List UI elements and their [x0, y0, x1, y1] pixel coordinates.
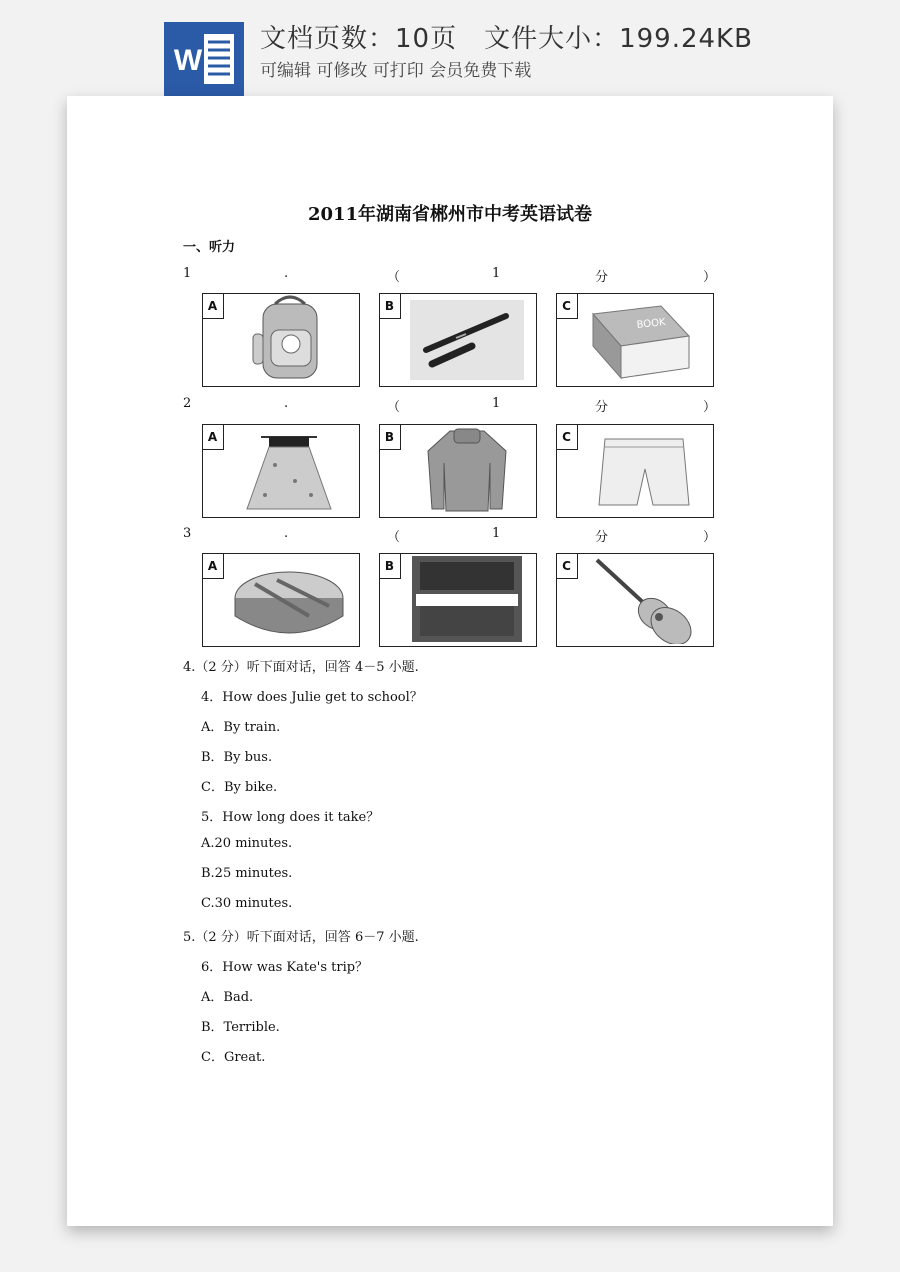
- answer-option: C．By bike.: [201, 780, 278, 795]
- question-score: 1: [492, 266, 501, 281]
- answer-option: B.25 minutes.: [201, 866, 293, 881]
- option-image-b: [379, 293, 537, 387]
- option-image-c: [556, 293, 714, 387]
- question-row: 3 . （ 1 分 ）: [183, 526, 717, 545]
- option-image-c: [556, 553, 714, 647]
- backpack-image: [225, 294, 355, 384]
- question-row: 1 . （ 1 分 ）: [183, 266, 717, 285]
- section-heading: 一、听力: [183, 240, 236, 255]
- question-text: 6．How was Kate's trip？: [201, 960, 369, 975]
- option-image-b: [379, 424, 537, 518]
- file-info-title: 文档页数：10页 文件大小：199.24KB: [260, 24, 753, 54]
- option-image-a: [202, 553, 360, 647]
- document-title: 2011年湖南省郴州市中考英语试卷: [307, 204, 593, 225]
- question-number: 3: [183, 526, 192, 541]
- document-page: [67, 96, 833, 1226]
- file-info-subtitle: 可编辑 可修改 可打印 会员免费下载: [260, 61, 532, 81]
- answer-option: A．Bad.: [201, 990, 254, 1005]
- option-image-a: [202, 293, 360, 387]
- question-text: 5．How long does it take？: [201, 810, 380, 825]
- question-row: 2 . （ 1 分 ）: [183, 396, 717, 415]
- answer-option: C.30 minutes.: [201, 896, 293, 911]
- question-text: 4．How does Julie get to school？: [201, 690, 423, 705]
- option-tag: B: [379, 293, 401, 319]
- question-number: 2: [183, 396, 192, 411]
- option-tag: A: [202, 424, 224, 450]
- question-number: 1: [183, 266, 192, 281]
- answer-option: B．By bus.: [201, 750, 273, 765]
- answer-option: A.20 minutes.: [201, 836, 293, 851]
- option-tag: B: [379, 553, 401, 579]
- shorts-image: [579, 425, 709, 515]
- option-tag: A: [202, 293, 224, 319]
- fountain-pen-image: [402, 294, 532, 384]
- option-tag: C: [556, 293, 578, 319]
- option-image-b: [379, 553, 537, 647]
- option-image-c: [556, 424, 714, 518]
- drum-image: [225, 554, 355, 644]
- book-caption: BOOK: [636, 317, 667, 331]
- answer-option: A．By train.: [201, 720, 281, 735]
- piano-image: [402, 554, 532, 644]
- guitar-image: [579, 554, 709, 644]
- skirt-image: [225, 425, 355, 515]
- option-tag: C: [556, 553, 578, 579]
- question-score: 1: [492, 526, 501, 541]
- option-tag: C: [556, 424, 578, 450]
- question-group-heading: 5.（2 分）听下面对话，回答 6－7 小题.: [183, 930, 419, 945]
- answer-option: C．Great.: [201, 1050, 266, 1065]
- word-document-icon: [164, 22, 244, 96]
- option-image-a: [202, 424, 360, 518]
- option-tag: B: [379, 424, 401, 450]
- answer-option: B．Terrible.: [201, 1020, 280, 1035]
- download-banner: [0, 0, 900, 96]
- word-icon-letter: W: [173, 44, 203, 77]
- question-group-heading: 4.（2 分）听下面对话，回答 4－5 小题.: [183, 660, 419, 675]
- book-image: [579, 294, 709, 384]
- sweater-image: [402, 425, 532, 515]
- question-score: 1: [492, 396, 501, 411]
- option-tag: A: [202, 553, 224, 579]
